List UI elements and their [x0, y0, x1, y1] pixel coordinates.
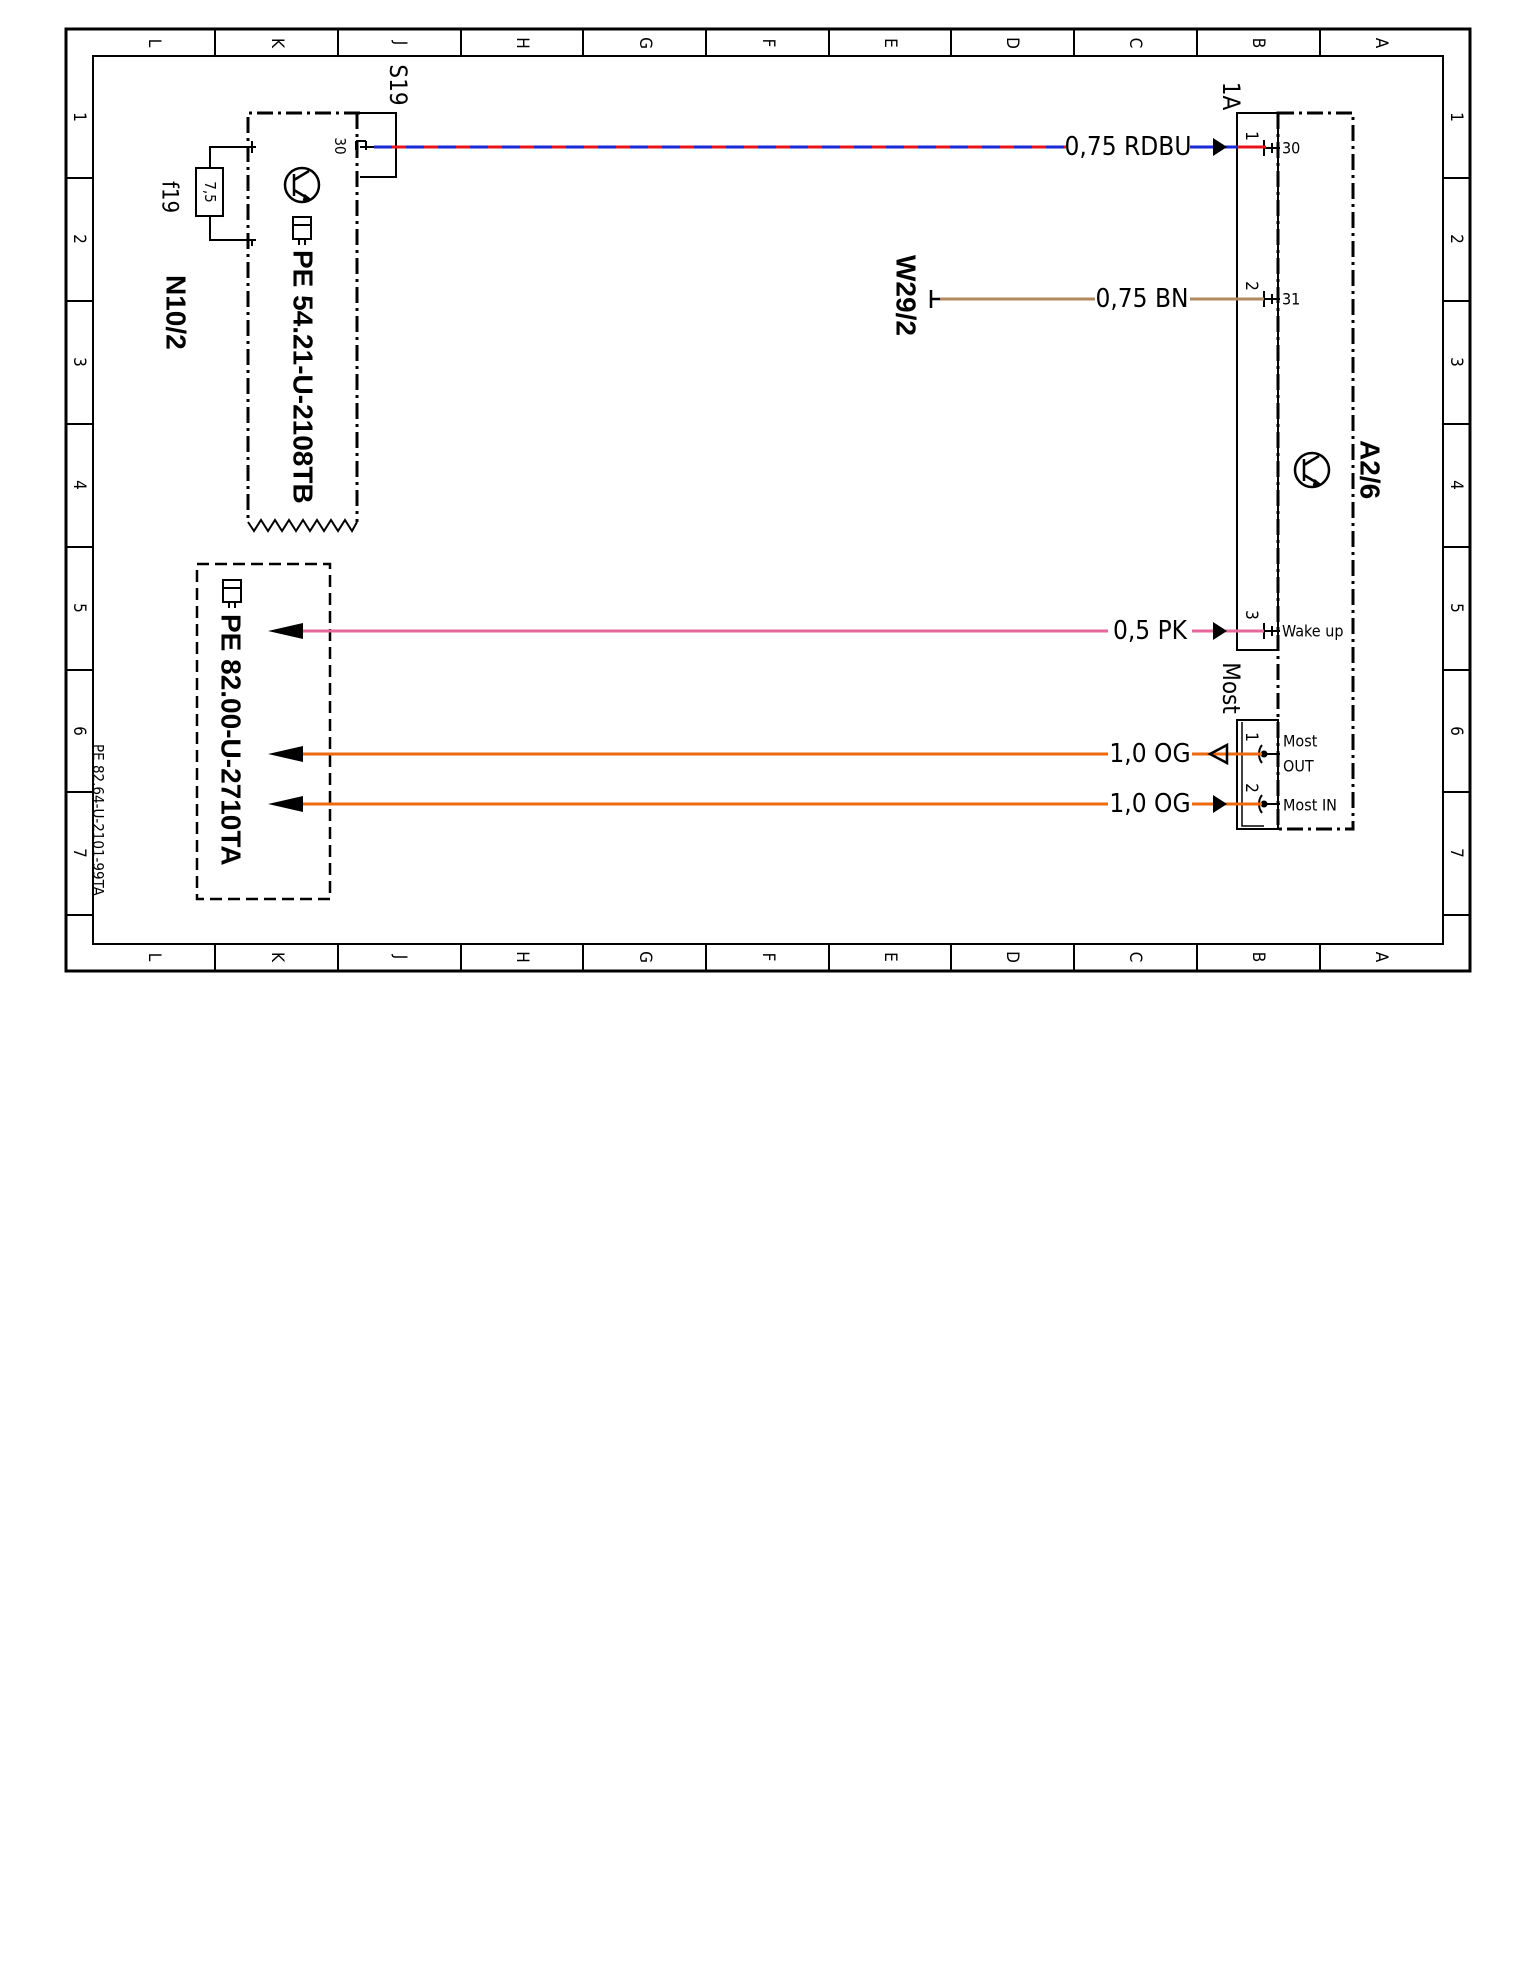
column-letter: C	[1125, 37, 1145, 49]
control-unit-icon	[285, 168, 319, 202]
row-number: 2	[69, 234, 89, 244]
pin-number: 2	[1241, 281, 1261, 291]
column-letter: J	[390, 954, 410, 960]
column-letter: K	[267, 37, 287, 49]
pin-30-label: 30	[331, 137, 349, 155]
row-number: 7	[69, 848, 89, 858]
arrow-left-icon	[268, 623, 303, 639]
column-letter: A	[1371, 951, 1391, 963]
column-letter: L	[144, 952, 164, 962]
reference-pointer-icon	[223, 580, 241, 608]
w29-2-ground	[891, 255, 941, 336]
row-number: 7	[1446, 848, 1466, 858]
fuse-label: f19	[156, 180, 182, 214]
wire-label: 1,0 OG	[1109, 789, 1191, 819]
connector-most-label: Most	[1217, 662, 1245, 714]
n10-2-reference: PE 54.21-U-2108TB	[287, 250, 319, 504]
column-letter: B	[1248, 951, 1268, 963]
arrow-left-icon	[268, 746, 303, 762]
wire-label: 0,75 BN	[1095, 284, 1189, 314]
column-letter: D	[1002, 951, 1022, 963]
pin-name: 30	[1282, 138, 1301, 158]
column-letter: G	[635, 37, 655, 49]
pin-name: Most	[1283, 731, 1318, 751]
column-letter: H	[512, 37, 532, 49]
row-number: 5	[1446, 603, 1466, 613]
frame-row-numbers-left	[69, 112, 89, 858]
column-letter: F	[758, 952, 778, 962]
column-letter: A	[1371, 37, 1391, 49]
row-number: 3	[1446, 357, 1466, 367]
row-number: 1	[69, 112, 89, 122]
pin-number: 1	[1241, 732, 1261, 742]
pin-number: 3	[1241, 610, 1261, 620]
connector-1a-outline	[1237, 113, 1278, 650]
reference-pointer-icon	[293, 217, 311, 245]
row-number: 6	[69, 726, 89, 736]
column-letter: C	[1125, 951, 1145, 963]
n10-2-label: N10/2	[160, 275, 192, 350]
pe-82-reference-box	[197, 564, 330, 899]
frame-column-letters-top	[144, 37, 1391, 49]
a2-6-module	[1217, 82, 1386, 829]
a2-6-boundary	[1278, 113, 1353, 829]
column-letter: K	[267, 951, 287, 963]
column-letter: G	[635, 951, 655, 963]
ground-terminal-icon	[931, 290, 940, 308]
column-letter: F	[758, 38, 778, 48]
w29-2-label: W29/2	[890, 255, 922, 336]
column-letter: L	[144, 38, 164, 48]
column-letter: J	[390, 40, 410, 46]
connector-arrow-icon	[1213, 622, 1227, 640]
row-number: 3	[69, 357, 89, 367]
wire-label: 0,5 PK	[1112, 616, 1188, 646]
n10-2-cut-edge	[248, 520, 357, 531]
row-number: 4	[1446, 480, 1466, 490]
column-letter: H	[512, 951, 532, 963]
row-number: 2	[1446, 234, 1466, 244]
wire-label: 1,0 OG	[1109, 739, 1191, 769]
wire-label: 0,75 RDBU	[1064, 132, 1192, 162]
n10-2-module	[157, 64, 413, 531]
wires	[268, 132, 1266, 819]
a2-6-label: A2/6	[1354, 440, 1386, 500]
column-letter: B	[1248, 37, 1268, 49]
pin-name: Wake up	[1282, 621, 1344, 641]
column-letter: E	[880, 38, 900, 48]
row-number: 6	[1446, 726, 1466, 736]
column-letter: D	[1002, 37, 1022, 49]
pin-name: Most IN	[1283, 795, 1337, 815]
connector-1a-label: 1A	[1217, 81, 1245, 111]
column-letter: E	[880, 952, 900, 962]
fuse-value: 7,5	[201, 181, 219, 203]
frame-column-letters-bottom	[144, 951, 1391, 963]
row-number: 4	[69, 480, 89, 490]
pe-82-reference: PE 82.00-U-2710TA	[215, 614, 247, 866]
arrow-left-icon	[268, 796, 303, 812]
frame-row-numbers-right	[1446, 112, 1466, 858]
pin-number: 1	[1241, 131, 1261, 141]
document-id: PE 82.64-U-2101-99TA	[89, 744, 107, 896]
row-number: 5	[69, 603, 89, 613]
connector-arrow-icon	[1213, 138, 1227, 156]
row-number: 1	[1446, 112, 1466, 122]
control-unit-icon	[1295, 453, 1329, 487]
connector-arrow-icon	[1213, 795, 1227, 813]
pin-30-terminal	[356, 141, 374, 150]
pin-name: 31	[1282, 289, 1301, 309]
pin-number: 2	[1241, 783, 1261, 793]
s19-label: S19	[384, 64, 412, 106]
pin-name: OUT	[1283, 756, 1314, 776]
